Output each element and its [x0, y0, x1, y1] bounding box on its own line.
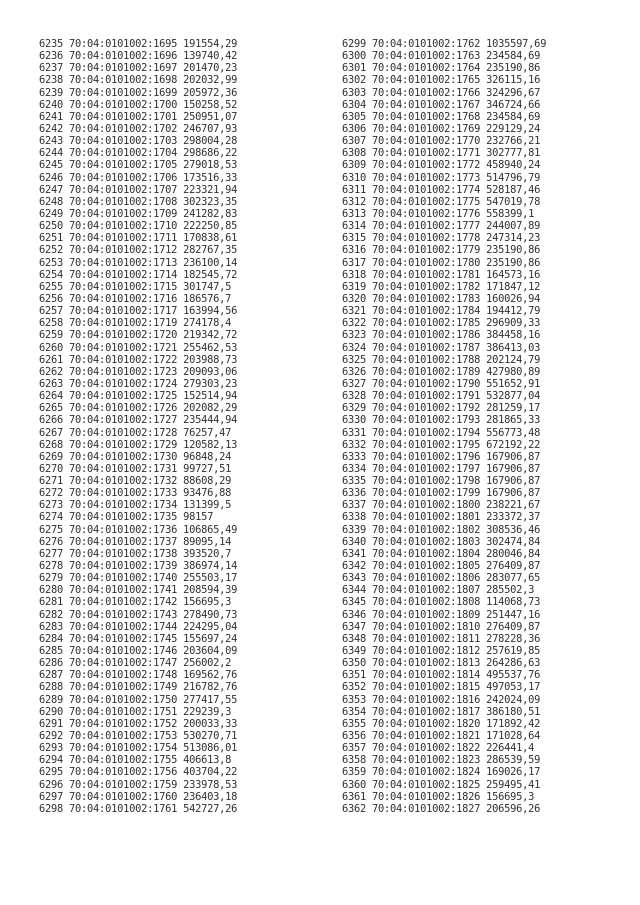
record-row: 6311 70:04:0101002:1774 528187,46	[342, 183, 541, 196]
record-row: 6252 70:04:0101002:1712 282767,35	[39, 244, 238, 257]
record-row: 6332 70:04:0101002:1795 672192,22	[342, 438, 541, 451]
record-row: 6310 70:04:0101002:1773 514796,79	[342, 171, 541, 184]
record-row: 6303 70:04:0101002:1766 324296,67	[342, 86, 541, 99]
record-row: 6235 70:04:0101002:1695 191554,29	[39, 38, 238, 50]
record-row: 6331 70:04:0101002:1794 556773,48	[342, 426, 541, 439]
record-row: 6341 70:04:0101002:1804 280046,84	[342, 547, 541, 560]
record-row: 6270 70:04:0101002:1731 99727,51	[39, 462, 232, 475]
record-row: 6318 70:04:0101002:1781 164573,16	[342, 268, 541, 281]
record-row: 6357 70:04:0101002:1822 226441,4	[342, 742, 535, 755]
record-row: 6324 70:04:0101002:1787 386413,03	[342, 341, 541, 354]
record-row: 6250 70:04:0101002:1710 222250,85	[39, 220, 238, 233]
record-row: 6339 70:04:0101002:1802 308536,46	[342, 523, 541, 536]
record-row: 6326 70:04:0101002:1789 427980,89	[342, 365, 541, 378]
record-row: 6286 70:04:0101002:1747 256002,2	[39, 657, 232, 670]
record-row: 6261 70:04:0101002:1722 203988,73	[39, 353, 238, 366]
record-row: 6345 70:04:0101002:1808 114068,73	[342, 596, 541, 609]
record-row: 6284 70:04:0101002:1745 155697,24	[39, 632, 238, 645]
record-row: 6290 70:04:0101002:1751 229239,3	[39, 705, 232, 718]
record-row: 6314 70:04:0101002:1777 244007,89	[342, 220, 541, 233]
record-row: 6358 70:04:0101002:1823 286539,59	[342, 754, 541, 767]
record-row: 6313 70:04:0101002:1776 558399,1	[342, 207, 535, 220]
record-row: 6323 70:04:0101002:1786 384458,16	[342, 329, 541, 342]
record-row: 6259 70:04:0101002:1720 219342,72	[39, 329, 238, 342]
record-row: 6249 70:04:0101002:1709 241282,83	[39, 207, 238, 220]
record-row: 6256 70:04:0101002:1716 186576,7	[39, 292, 232, 305]
record-row: 6362 70:04:0101002:1827 206596,26	[342, 802, 541, 815]
record-row: 6273 70:04:0101002:1734 131399,5	[39, 499, 232, 512]
record-row: 6278 70:04:0101002:1739 386974,14	[39, 560, 238, 573]
record-row: 6353 70:04:0101002:1816 242024,09	[342, 693, 541, 706]
record-row: 6247 70:04:0101002:1707 223321,94	[39, 183, 238, 196]
record-row: 6337 70:04:0101002:1800 238221,67	[342, 499, 541, 512]
record-row: 6253 70:04:0101002:1713 236100,14	[39, 256, 238, 269]
record-row: 6343 70:04:0101002:1806 283077,65	[342, 572, 541, 585]
record-row: 6238 70:04:0101002:1698 202032,99	[39, 74, 238, 87]
record-row: 6322 70:04:0101002:1785 296909,33	[342, 317, 541, 330]
record-row: 6298 70:04:0101002:1761 542727,26	[39, 802, 238, 815]
record-row: 6262 70:04:0101002:1723 209093,06	[39, 365, 238, 378]
record-row: 6361 70:04:0101002:1826 156695,3	[342, 790, 535, 803]
record-row: 6335 70:04:0101002:1798 167906,87	[342, 475, 541, 488]
record-row: 6340 70:04:0101002:1803 302474,84	[342, 535, 541, 548]
record-row: 6305 70:04:0101002:1768 234584,69	[342, 110, 541, 123]
record-row: 6344 70:04:0101002:1807 285502,3	[342, 584, 535, 597]
record-row: 6348 70:04:0101002:1811 278228,36	[342, 632, 541, 645]
record-row: 6308 70:04:0101002:1771 302777,81	[342, 147, 541, 160]
record-row: 6260 70:04:0101002:1721 255462,53	[39, 341, 238, 354]
record-row: 6275 70:04:0101002:1736 106865,49	[39, 523, 238, 536]
record-row: 6291 70:04:0101002:1752 200033,33	[39, 717, 238, 730]
record-row: 6312 70:04:0101002:1775 547019,78	[342, 195, 541, 208]
record-row: 6352 70:04:0101002:1815 497053,17	[342, 681, 541, 694]
record-row: 6355 70:04:0101002:1820 171892,42	[342, 717, 541, 730]
record-row: 6236 70:04:0101002:1696 139740,42	[39, 50, 238, 63]
record-row: 6316 70:04:0101002:1779 235190,86	[342, 244, 541, 257]
record-row: 6293 70:04:0101002:1754 513086,01	[39, 742, 238, 755]
record-row: 6266 70:04:0101002:1727 235444,94	[39, 414, 238, 427]
record-row: 6320 70:04:0101002:1783 160026,94	[342, 292, 541, 305]
record-row: 6267 70:04:0101002:1728 76257,47	[39, 426, 232, 439]
record-row: 6269 70:04:0101002:1730 96848,24	[39, 450, 232, 463]
record-row: 6268 70:04:0101002:1729 120582,13	[39, 438, 238, 451]
record-row: 6327 70:04:0101002:1790 551652,91	[342, 377, 541, 390]
record-row: 6251 70:04:0101002:1711 170838,61	[39, 232, 238, 245]
record-row: 6300 70:04:0101002:1763 234584,69	[342, 50, 541, 63]
record-row: 6257 70:04:0101002:1717 163994,56	[39, 305, 238, 318]
record-row: 6277 70:04:0101002:1738 393520,7	[39, 547, 232, 560]
record-row: 6350 70:04:0101002:1813 264286,63	[342, 657, 541, 670]
record-row: 6329 70:04:0101002:1792 281259,17	[342, 402, 541, 415]
record-row: 6289 70:04:0101002:1750 277417,55	[39, 693, 238, 706]
record-row: 6242 70:04:0101002:1702 246707,93	[39, 122, 238, 135]
record-row: 6297 70:04:0101002:1760 236403,18	[39, 790, 238, 803]
record-row: 6359 70:04:0101002:1824 169026,17	[342, 766, 541, 779]
record-row: 6254 70:04:0101002:1714 182545,72	[39, 268, 238, 281]
record-row: 6285 70:04:0101002:1746 203604,09	[39, 645, 238, 658]
record-row: 6299 70:04:0101002:1762 1035597,69	[342, 38, 547, 50]
right-column	[342, 38, 546, 815]
record-row: 6325 70:04:0101002:1788 202124,79	[342, 353, 541, 366]
record-row: 6272 70:04:0101002:1733 93476,88	[39, 487, 232, 500]
record-row: 6274 70:04:0101002:1735 98157	[39, 511, 214, 524]
record-row: 6302 70:04:0101002:1765 326115,16	[342, 74, 541, 87]
record-row: 6237 70:04:0101002:1697 201470,23	[39, 62, 238, 75]
record-row: 6321 70:04:0101002:1784 194412,79	[342, 305, 541, 318]
record-row: 6360 70:04:0101002:1825 259495,41	[342, 778, 541, 791]
record-row: 6296 70:04:0101002:1759 233978,53	[39, 778, 238, 791]
record-row: 6248 70:04:0101002:1708 302323,35	[39, 195, 238, 208]
record-row: 6279 70:04:0101002:1740 255503,17	[39, 572, 238, 585]
record-row: 6281 70:04:0101002:1742 156695,3	[39, 596, 232, 609]
record-row: 6315 70:04:0101002:1778 247314,23	[342, 232, 541, 245]
record-row: 6328 70:04:0101002:1791 532877,04	[342, 390, 541, 403]
record-row: 6245 70:04:0101002:1705 279018,53	[39, 159, 238, 172]
record-row: 6244 70:04:0101002:1704 298686,22	[39, 147, 238, 160]
record-row: 6306 70:04:0101002:1769 229129,24	[342, 122, 541, 135]
record-row: 6356 70:04:0101002:1821 171028,64	[342, 730, 541, 743]
record-row: 6319 70:04:0101002:1782 171847,12	[342, 280, 541, 293]
record-row: 6347 70:04:0101002:1810 276409,87	[342, 620, 541, 633]
record-row: 6307 70:04:0101002:1770 232766,21	[342, 135, 541, 148]
record-row: 6304 70:04:0101002:1767 346724,66	[342, 98, 541, 111]
record-row: 6263 70:04:0101002:1724 279303,23	[39, 377, 238, 390]
record-row: 6349 70:04:0101002:1812 257619,85	[342, 645, 541, 658]
left-column	[39, 38, 237, 815]
record-row: 6294 70:04:0101002:1755 406613,8	[39, 754, 232, 767]
record-row: 6287 70:04:0101002:1748 169562,76	[39, 669, 238, 682]
record-row: 6336 70:04:0101002:1799 167906,87	[342, 487, 541, 500]
record-row: 6351 70:04:0101002:1814 495537,76	[342, 669, 541, 682]
record-row: 6265 70:04:0101002:1726 202082,29	[39, 402, 238, 415]
record-row: 6246 70:04:0101002:1706 173516,33	[39, 171, 238, 184]
record-row: 6354 70:04:0101002:1817 386180,51	[342, 705, 541, 718]
record-row: 6255 70:04:0101002:1715 301747,5	[39, 280, 232, 293]
record-row: 6342 70:04:0101002:1805 276409,87	[342, 560, 541, 573]
record-row: 6346 70:04:0101002:1809 251447,16	[342, 608, 541, 621]
record-row: 6276 70:04:0101002:1737 89095,14	[39, 535, 232, 548]
record-row: 6317 70:04:0101002:1780 235190,86	[342, 256, 541, 269]
record-row: 6241 70:04:0101002:1701 250951,07	[39, 110, 238, 123]
record-row: 6271 70:04:0101002:1732 88608,29	[39, 475, 232, 488]
record-row: 6240 70:04:0101002:1700 150258,52	[39, 98, 238, 111]
record-row: 6258 70:04:0101002:1719 274178,4	[39, 317, 232, 330]
record-row: 6338 70:04:0101002:1801 233372,37	[342, 511, 541, 524]
record-row: 6334 70:04:0101002:1797 167906,87	[342, 462, 541, 475]
record-row: 6333 70:04:0101002:1796 167906,87	[342, 450, 541, 463]
record-row: 6264 70:04:0101002:1725 152514,94	[39, 390, 238, 403]
record-row: 6283 70:04:0101002:1744 224295,04	[39, 620, 238, 633]
record-row: 6282 70:04:0101002:1743 278490,73	[39, 608, 238, 621]
record-row: 6243 70:04:0101002:1703 298004,28	[39, 135, 238, 148]
record-row: 6309 70:04:0101002:1772 458940,24	[342, 159, 541, 172]
record-row: 6295 70:04:0101002:1756 403704,22	[39, 766, 238, 779]
record-row: 6292 70:04:0101002:1753 530270,71	[39, 730, 238, 743]
record-row: 6330 70:04:0101002:1793 281865,33	[342, 414, 541, 427]
record-row: 6239 70:04:0101002:1699 205972,36	[39, 86, 238, 99]
record-row: 6288 70:04:0101002:1749 216782,76	[39, 681, 238, 694]
record-row: 6301 70:04:0101002:1764 235190,86	[342, 62, 541, 75]
record-row: 6280 70:04:0101002:1741 208594,39	[39, 584, 238, 597]
